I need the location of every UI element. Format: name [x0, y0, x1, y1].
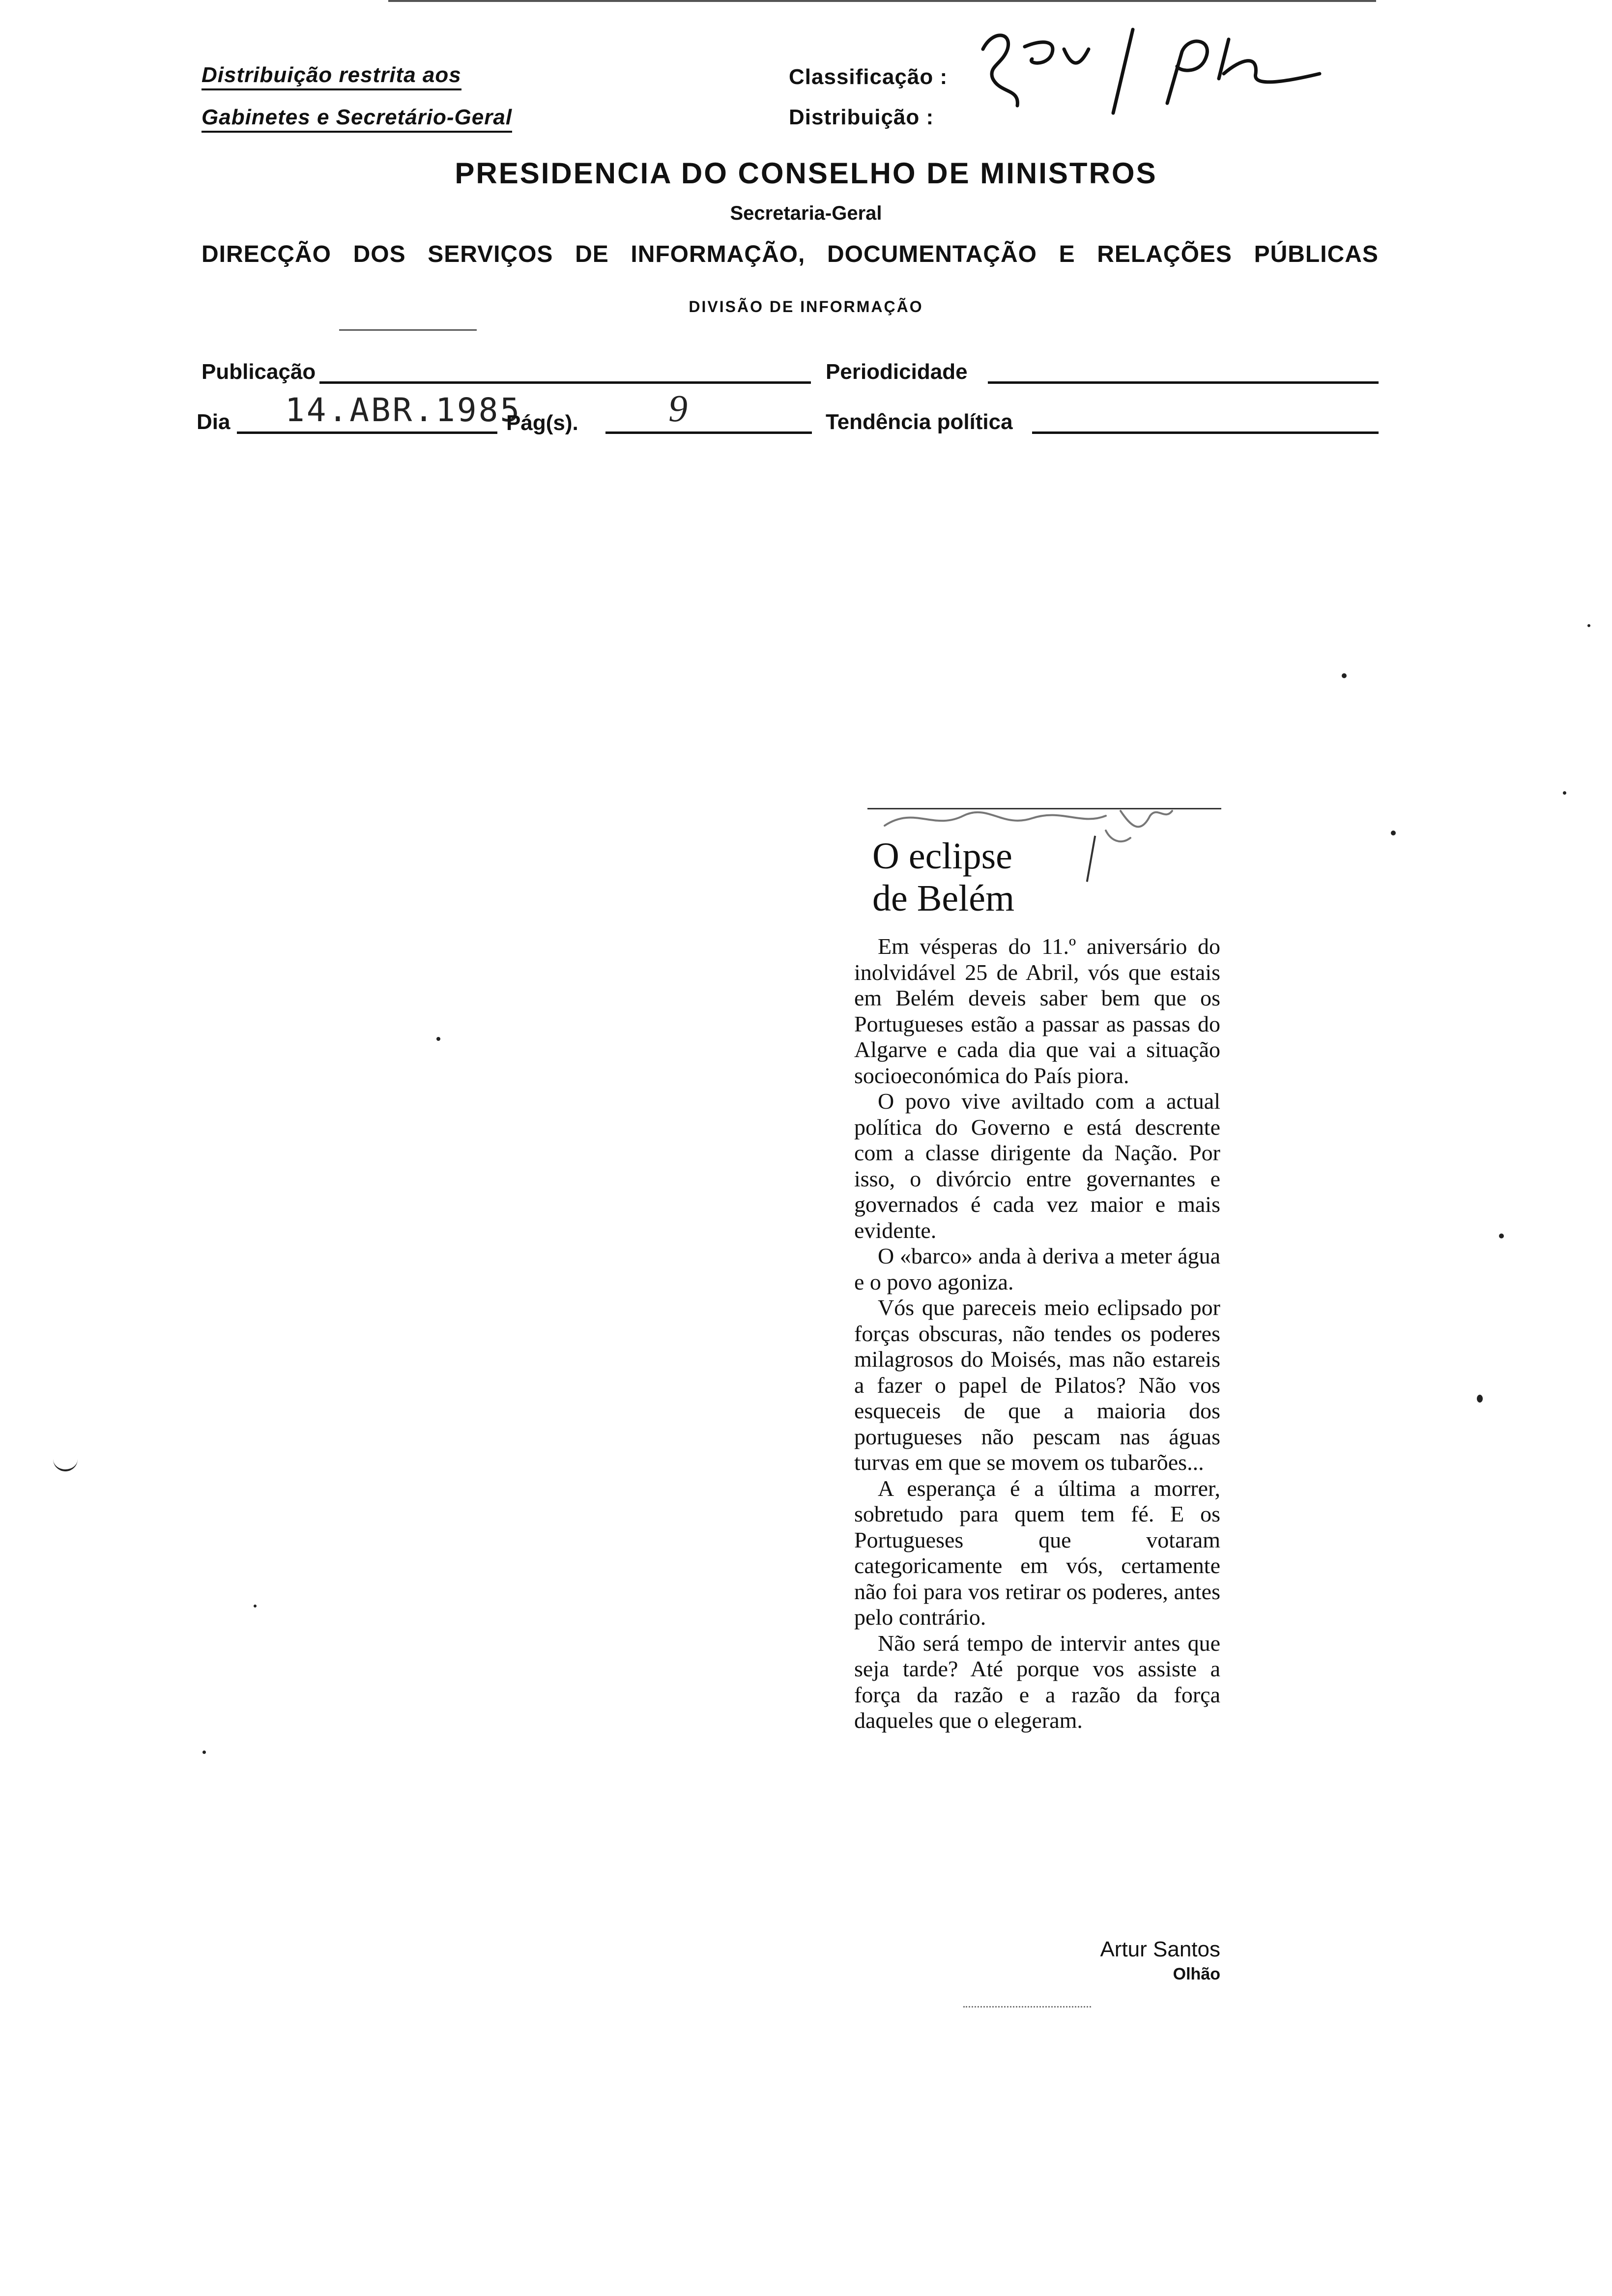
scan-speck — [254, 1605, 257, 1607]
article-paragraph: O «barco» anda à deriva a meter água e o povo agoniza. — [854, 1243, 1220, 1294]
periodicidade-label: Periodicidade — [826, 360, 968, 384]
pags-field-line — [605, 431, 812, 434]
restriction-line-2: Gabinetes e Secretário-Geral — [202, 105, 512, 133]
article-title-line-2: de Belém — [872, 878, 1015, 919]
direccao-word: RELAÇÕES — [1097, 241, 1232, 267]
pags-label: Pág(s). — [506, 411, 578, 435]
article-paragraph: O povo vive aviltado com a actual política do Governo e está descrente com a classe dirigente da Nação. Por isso, o divórcio entre governantes e governados é cada vez maior e mais evidente. — [854, 1089, 1220, 1243]
pags-value: 9 — [668, 387, 688, 430]
article-place: Olhão — [1173, 1965, 1220, 1983]
scan-speck — [1563, 791, 1566, 795]
scan-speck — [1587, 624, 1590, 627]
handwritten-reference-mark — [973, 20, 1327, 118]
periodicidade-field-line — [988, 381, 1379, 384]
article-body — [854, 934, 1220, 1734]
publicacao-field-line — [319, 381, 811, 384]
scan-speck — [436, 1037, 440, 1041]
direccao-word: DOS — [353, 241, 406, 267]
scan-speck — [1342, 673, 1347, 678]
scan-speck — [1391, 831, 1396, 835]
article-paragraph: Em vésperas do 11.º aniversário do inolvidável 25 de Abril, vós que estais em Belém deveis saber bem que os Portugueses estão a passar as passas do Algarve e cada dia que vai a situação socioeconómica do País piora. — [854, 934, 1220, 1088]
tendencia-field-line — [1032, 431, 1379, 434]
tendencia-label: Tendência política — [826, 410, 1013, 434]
classificacao-label: Classificação : — [789, 65, 948, 89]
article-title-line-1: O eclipse — [872, 835, 1012, 877]
direccao-word: E — [1059, 241, 1075, 267]
dia-value: 14.ABR.1985 — [285, 391, 522, 429]
scan-speck — [202, 1751, 206, 1754]
direccao-word: INFORMAÇÃO, — [631, 241, 806, 267]
direccao-word: DE — [575, 241, 609, 267]
dia-label: Dia — [197, 410, 230, 434]
article-paragraph: Vós que pareceis meio eclipsado por forças obscuras, não tendes os poderes milagrosos do Moisés, mas não estareis a fazer o papel de Pilatos? Não vos esqueceis de que a maioria dos portugueses não pescam nas águas turvas em que se movem os tubarões... — [854, 1295, 1220, 1475]
restriction-line-1: Distribuição restrita aos — [202, 63, 461, 90]
clipping-bottom-edge — [963, 2006, 1091, 2008]
direccao-word: DIRECÇÃO — [202, 241, 332, 267]
direccao-word: DOCUMENTAÇÃO — [827, 241, 1037, 267]
direccao-heading — [202, 241, 1379, 268]
direccao-word: SERVIÇOS — [428, 241, 553, 267]
publicacao-label: Publicação — [202, 360, 316, 384]
secretaria-subtitle: Secretaria-Geral — [730, 202, 882, 224]
scan-mark — [53, 1459, 78, 1471]
article-paragraph: Não será tempo de intervir antes que seja tarde? Até porque vos assiste a força da razão e a razão da força daqueles que o elegeram. — [854, 1630, 1220, 1733]
article-author: Artur Santos — [1100, 1937, 1220, 1961]
article-paragraph: A esperança é a última a morrer, sobretudo para quem tem fé. E os Portugueses que votaram categoricamente em vós, certamente não foi para vos retirar os poderes, antes pelo contrário. — [854, 1475, 1220, 1630]
division-heading: DIVISÃO DE INFORMAÇÃO — [689, 298, 923, 316]
scan-speck — [1477, 1395, 1483, 1403]
top-border-line — [388, 0, 1376, 2]
publicacao-stamp-bar — [339, 329, 477, 331]
direccao-word: PÚBLICAS — [1254, 241, 1379, 267]
dia-field-line — [237, 431, 497, 434]
scan-speck — [1499, 1234, 1504, 1238]
presidency-title: PRESIDENCIA DO CONSELHO DE MINISTROS — [455, 157, 1157, 190]
distribuicao-label: Distribuição : — [789, 105, 934, 129]
